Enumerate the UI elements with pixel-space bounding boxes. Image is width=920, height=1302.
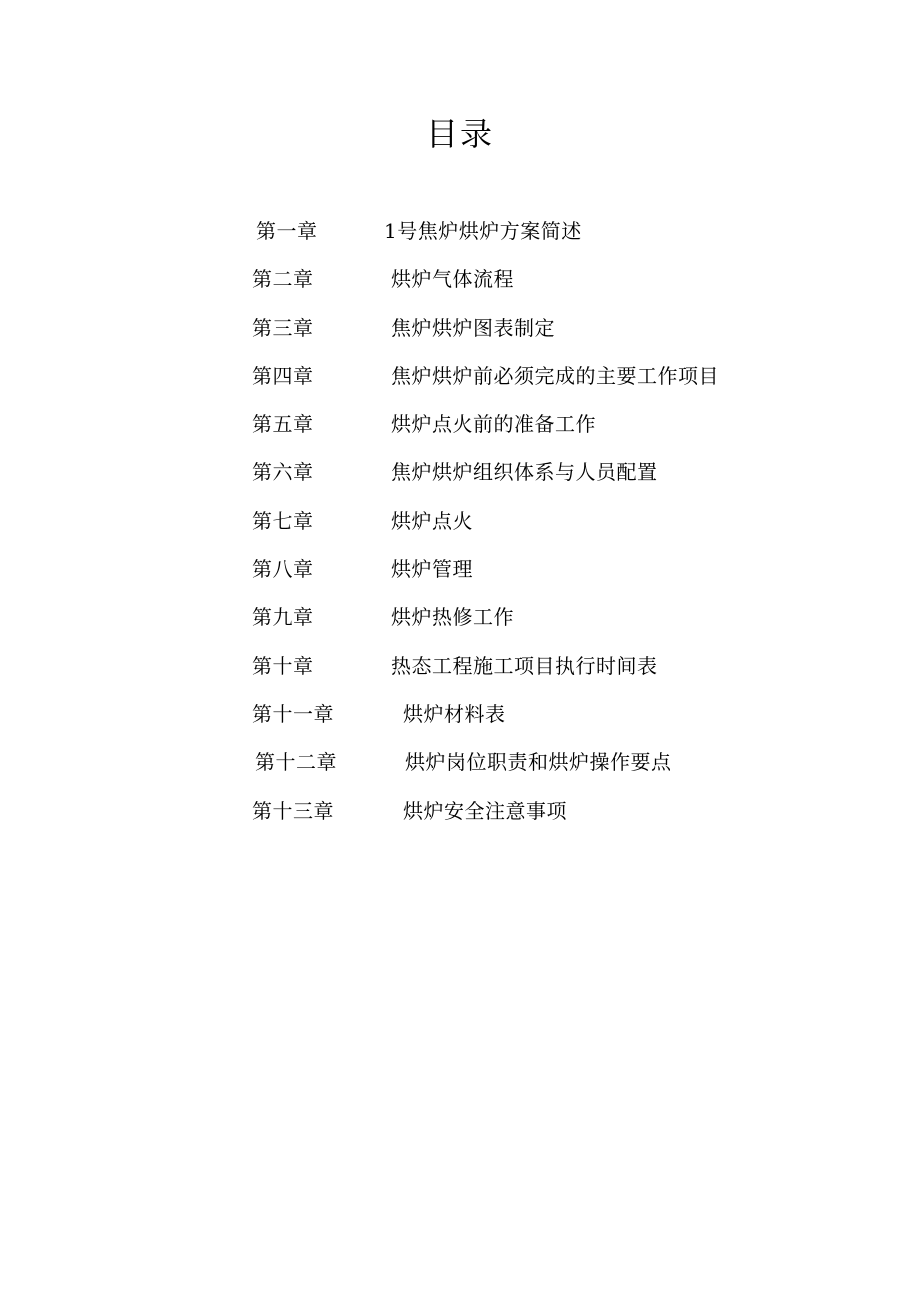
toc-chapter-heading: 焦炉烘炉组织体系与人员配置	[391, 460, 658, 485]
toc-entry	[0, 696, 920, 744]
toc-chapter-heading: 烘炉管理	[391, 557, 473, 582]
toc-chapter-heading: 热态工程施工项目执行时间表	[391, 653, 658, 678]
toc-entry	[0, 744, 920, 792]
toc-chapter-number: 第一章	[256, 219, 318, 243]
toc-chapter-heading: 烘炉材料表	[403, 701, 506, 726]
toc-chapter-heading: 焦炉烘炉图表制定	[391, 315, 555, 340]
toc-chapter-number: 第十三章	[252, 798, 334, 823]
toc-chapter-number: 第二章	[252, 267, 314, 292]
toc-chapter-number: 第四章	[252, 363, 314, 388]
toc-chapter-number: 第五章	[252, 412, 314, 437]
toc-chapter-number: 第三章	[252, 315, 314, 340]
toc-chapter-number: 第十二章	[255, 750, 337, 775]
toc-chapter-heading: 烘炉点火	[391, 508, 473, 533]
toc-chapter-heading: 焦炉烘炉前必须完成的主要工作项目	[391, 363, 719, 388]
toc-title: 目录	[425, 115, 494, 153]
toc-chapter-number: 第八章	[252, 557, 314, 582]
toc-entry	[0, 406, 920, 454]
toc-chapter-heading: 1号焦炉烘炉方案简述	[384, 219, 582, 243]
toc-entry	[0, 454, 920, 502]
toc-chapter-number: 第十一章	[252, 701, 334, 726]
toc-entry	[0, 793, 920, 841]
toc-chapter-number: 第七章	[252, 508, 314, 533]
toc-chapter-number: 第六章	[252, 460, 314, 485]
toc-chapter-heading: 烘炉热修工作	[391, 605, 514, 630]
toc-chapter-heading: 烘炉安全注意事项	[403, 798, 567, 823]
toc-chapter-heading: 烘炉点火前的准备工作	[391, 412, 596, 437]
table-of-contents	[0, 213, 920, 841]
toc-entry	[0, 358, 920, 406]
toc-chapter-number: 第十章	[252, 653, 314, 678]
toc-entry	[0, 261, 920, 309]
toc-chapter-number: 第九章	[252, 605, 314, 630]
toc-entry	[0, 310, 920, 358]
toc-entry	[0, 551, 920, 599]
toc-entry	[0, 503, 920, 551]
toc-entry	[0, 648, 920, 696]
toc-chapter-heading: 烘炉岗位职责和烘炉操作要点	[405, 750, 672, 775]
toc-chapter-heading: 烘炉气体流程	[391, 267, 514, 292]
toc-entry	[0, 213, 920, 261]
toc-entry	[0, 599, 920, 647]
